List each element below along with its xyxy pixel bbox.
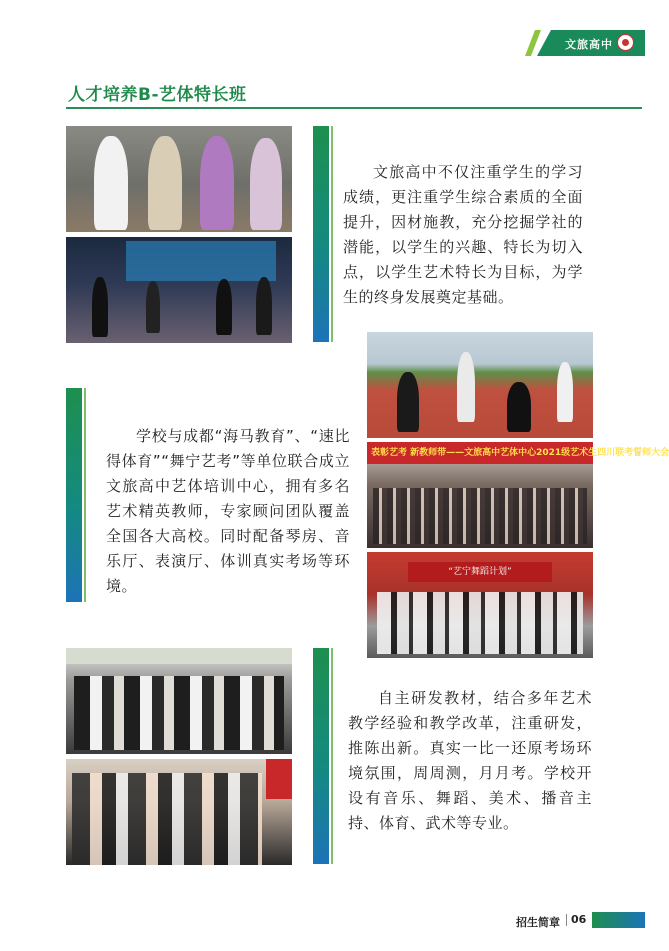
school-emblem-icon bbox=[617, 34, 634, 51]
intro-paragraph: 文旅高中不仅注重学生的学习成绩，更注重学生综合素质的全面提升，因材施教，充分挖掘学社的潜能，以学生的兴趣、特长为切入点，以学生艺术特长为目标，为学生的终身发展奠定基础。 bbox=[343, 163, 583, 306]
footer-accent-bar bbox=[592, 912, 645, 928]
partnership-paragraph: 学校与成都“海马教育”、“速比得体育”“舞宁艺考”等单位联合成立文旅高中艺体培训中心，拥有多名艺术精英教师，专家顾问团队覆盖全国各大高校。同时配备琴房、音乐厅、表演厅、体训真实考场等环境。 bbox=[106, 427, 350, 595]
photo-award-ceremony bbox=[367, 552, 593, 658]
header-tab-label: 文旅高中 bbox=[565, 38, 613, 51]
page-number: 06 bbox=[571, 913, 587, 926]
curriculum-paragraph: 自主研发教材，结合多年艺术教学经验和教学改革，注重研发，推陈出新。真实一比一还原考场环境氛围，周周测，月月考。学校开设有音乐、舞蹈、美术、播音主持、体育、武术等专业。 bbox=[348, 689, 592, 832]
accent-bar-3 bbox=[313, 648, 329, 864]
footer-separator bbox=[566, 914, 567, 926]
header-accent-stripe bbox=[525, 30, 541, 56]
footer-label: 招生简章 bbox=[516, 916, 560, 929]
photo-students-selfie bbox=[66, 759, 292, 865]
title-underline bbox=[66, 107, 642, 109]
page-title: 人才培养B-艺体特长班 bbox=[68, 85, 247, 105]
photo-group-rally bbox=[367, 442, 669, 548]
accent-bar-2 bbox=[66, 388, 82, 602]
award-banner-text: “艺宁舞蹈计划” bbox=[408, 562, 553, 582]
rally-banner-text: 表彰艺考 新教师带——文旅高中艺体中心2021级艺术生四川联考誓师大会 bbox=[367, 442, 593, 464]
photo-drawing-class bbox=[66, 648, 292, 754]
photo-dance-hall bbox=[66, 237, 292, 343]
photo-track-training bbox=[367, 332, 593, 438]
accent-bar-1 bbox=[313, 126, 329, 342]
photo-performers-seated bbox=[66, 126, 292, 232]
